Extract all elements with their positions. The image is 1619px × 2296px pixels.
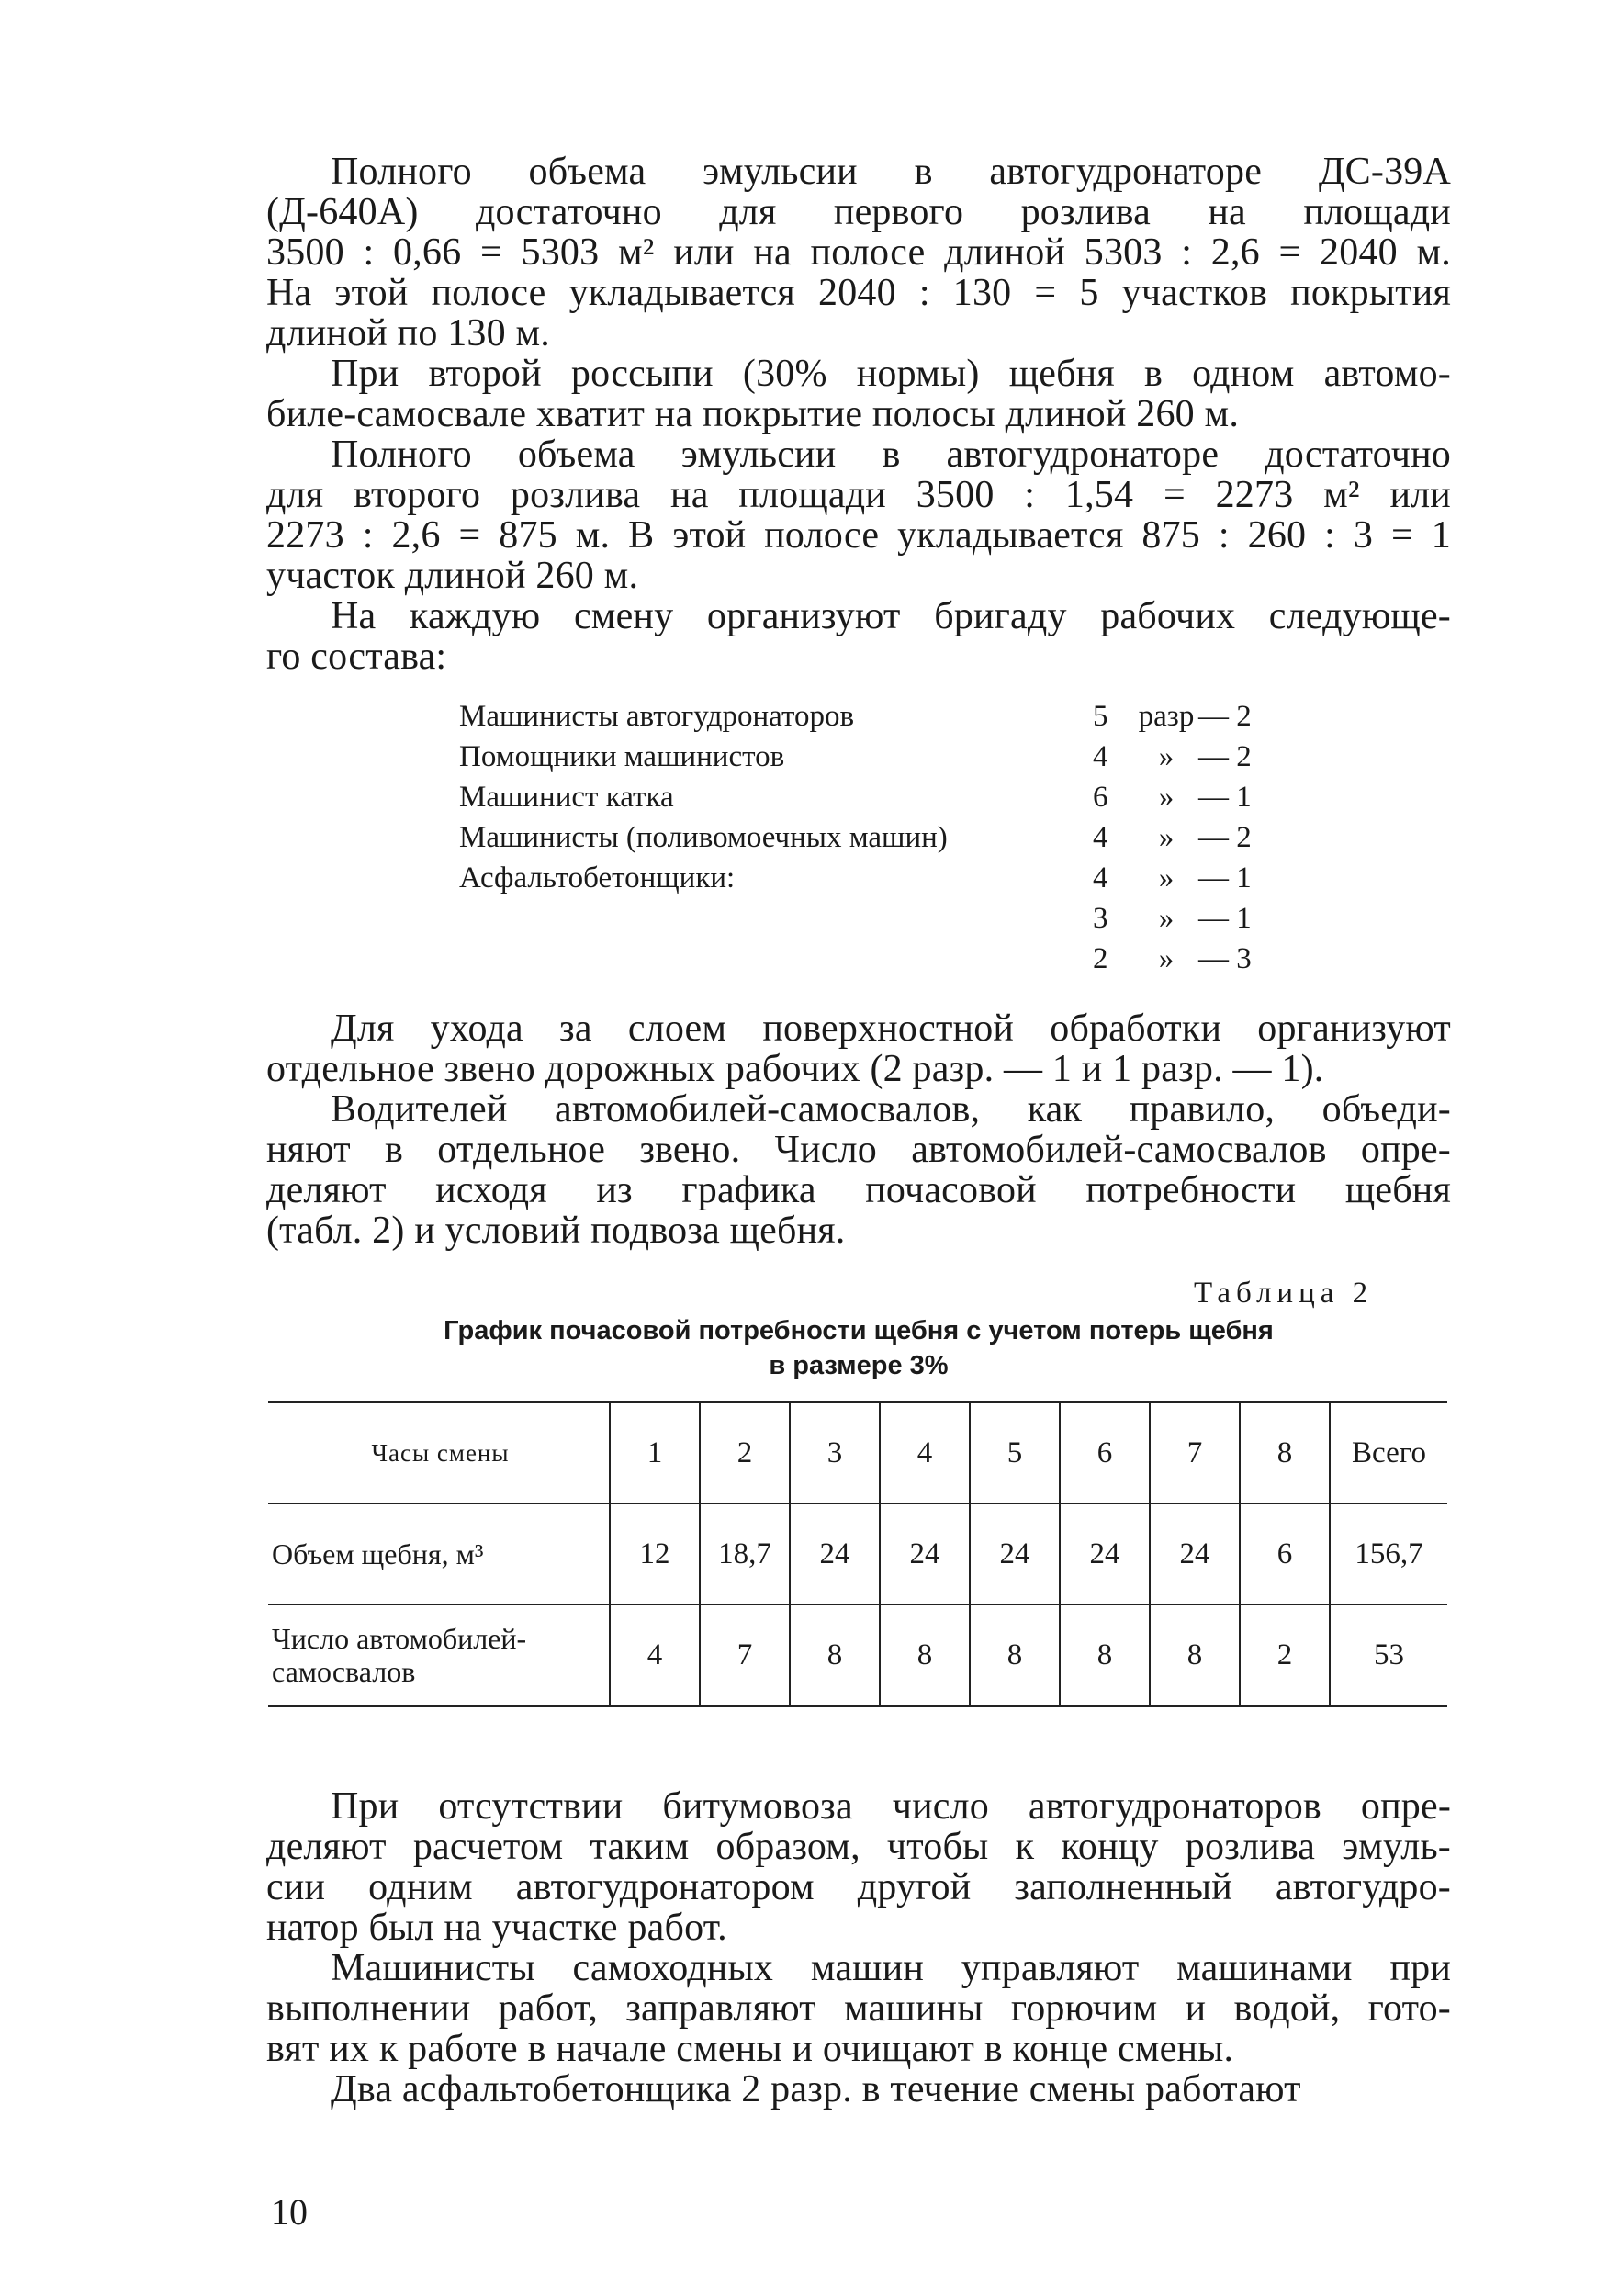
header-cell: 6: [1060, 1402, 1150, 1504]
table-cell: 8: [1060, 1604, 1150, 1706]
data-table: [268, 1401, 1447, 1707]
text-line: При отсутствии битумовоза число автогудронаторов опре-: [331, 1785, 1451, 1828]
text-line: для второго розлива на площади 3500 : 1,54 = 2273 м² или: [266, 474, 1451, 516]
table-header-row: [268, 1402, 1447, 1504]
text-line: деляют исходя из графика почасовой потребности щебня: [266, 1169, 1451, 1211]
crew-role: Машинисты (поливомоечных машин): [459, 821, 948, 854]
crew-unit: »: [1158, 861, 1175, 895]
paragraph: [266, 434, 1451, 596]
text-block-top: [266, 152, 1451, 677]
text-line: Водителей автомобилей-самосвалов, как правило, объеди-: [331, 1088, 1451, 1131]
text-line: биле-самосвале хватит на покрытие полосы длиной 260 м.: [266, 393, 1240, 435]
crew-row: [459, 737, 1267, 777]
crew-row: [459, 696, 1267, 737]
text-line: натор был на участке работ.: [266, 1907, 727, 1949]
table-cell: 4: [610, 1604, 700, 1706]
crew-row: [459, 858, 1267, 898]
crew-grade: 3: [1093, 902, 1108, 935]
table-cell: 8: [880, 1604, 970, 1706]
table-row: [268, 1604, 1447, 1706]
paragraph: [266, 2069, 1451, 2110]
table-cell: 2: [1240, 1604, 1330, 1706]
text-line: 3500 : 0,66 = 5303 м² или на полосе длиной 5303 : 2,6 = 2040 м.: [266, 231, 1451, 274]
table-cell: 8: [790, 1604, 880, 1706]
table-cell: 24: [880, 1503, 970, 1604]
text-block-middle: [266, 1008, 1451, 1251]
text-line: длиной по 130 м.: [266, 312, 551, 355]
table-cell: 156,7: [1330, 1503, 1447, 1604]
crew-row: [459, 898, 1267, 939]
paragraph: [266, 1008, 1451, 1089]
paragraph: [266, 596, 1451, 677]
crew-grade: 4: [1093, 740, 1108, 773]
paragraph: [266, 1948, 1451, 2069]
crew-row: [459, 817, 1267, 858]
header-cell: 7: [1150, 1402, 1240, 1504]
text-line: 2273 : 2,6 = 875 м. В этой полосе укладывается 875 : 260 : 3 = 1: [266, 514, 1451, 557]
crew-unit: »: [1158, 740, 1175, 773]
paragraph: [266, 1089, 1451, 1251]
paragraph: [266, 1786, 1451, 1948]
table-cell: 24: [1150, 1503, 1240, 1604]
text-line: няют в отдельное звено. Число автомобилей-самосвалов опре-: [266, 1129, 1451, 1171]
crew-grade: 4: [1093, 821, 1108, 854]
header-label-cell: [268, 1402, 610, 1504]
crew-count: — 2: [1198, 740, 1252, 773]
table-title: [266, 1313, 1451, 1383]
crew-role: Машинист катка: [459, 781, 674, 814]
crew-unit: »: [1158, 902, 1175, 935]
crew-count: — 1: [1198, 781, 1252, 814]
text-line: (Д-640А) достаточно для первого розлива на площади: [266, 191, 1451, 233]
page-number: 10: [271, 2191, 308, 2233]
crew-unit: »: [1158, 942, 1175, 975]
table-cell: 8: [970, 1604, 1060, 1706]
text-line: отдельное звено дорожных рабочих (2 разр. — 1 и 1 разр. — 1).: [266, 1048, 1324, 1090]
crew-unit: »: [1158, 821, 1175, 854]
text-line: Для ухода за слоем поверхностной обработки организуют: [331, 1007, 1451, 1050]
header-cell: 8: [1240, 1402, 1330, 1504]
crew-grade: 6: [1093, 781, 1108, 814]
text-line: участок длиной 260 м.: [266, 555, 639, 597]
paragraph: [266, 354, 1451, 434]
table-cell: 8: [1150, 1604, 1240, 1706]
text-line: Полного объема эмульсии в автогудронаторе достаточно: [331, 433, 1451, 476]
text-line: При второй россыпи (30% нормы) щебня в одном автомо-: [331, 353, 1451, 395]
crew-count: — 2: [1198, 700, 1252, 733]
header-cell: 3: [790, 1402, 880, 1504]
crew-count: — 1: [1198, 902, 1252, 935]
table-cell: 24: [1060, 1503, 1150, 1604]
crew-unit: разр: [1138, 700, 1195, 733]
header-cell: 2: [700, 1402, 790, 1504]
text-line: вят их к работе в начале смены и очищают в конце смены.: [266, 2028, 1234, 2070]
crew-list: [459, 696, 1267, 979]
crew-count: — 1: [1198, 861, 1252, 895]
crew-role: Машинисты автогудронаторов: [459, 700, 855, 733]
crew-unit: »: [1158, 781, 1175, 814]
paragraph: [266, 152, 1451, 354]
crew-grade: 5: [1093, 700, 1108, 733]
table-cell: 18,7: [700, 1503, 790, 1604]
text-line: выполнении работ, заправляют машины горючим и водой, гото-: [266, 1987, 1451, 2030]
table-cell: 24: [970, 1503, 1060, 1604]
table-cell: 53: [1330, 1604, 1447, 1706]
header-cell: Всего: [1330, 1402, 1447, 1504]
row-label: Число автомобилей-самосвалов: [272, 1622, 527, 1688]
text-block-bottom: [266, 1786, 1451, 2110]
crew-row: [459, 939, 1267, 979]
header-cell: 5: [970, 1402, 1060, 1504]
crew-count: — 3: [1198, 942, 1252, 975]
text-line: го состава:: [266, 636, 447, 678]
text-line: Два асфальтобетонщика 2 разр. в течение смены работают: [331, 2068, 1301, 2110]
table-label: Таблица 2: [1194, 1277, 1374, 1310]
table-cell: 12: [610, 1503, 700, 1604]
text-line: сии одним автогудронатором другой заполненный автогудро-: [266, 1866, 1451, 1908]
table-title-line-1: График почасовой потребности щебня с учетом потерь щебня: [444, 1316, 1274, 1345]
text-line: (табл. 2) и условий подвоза щебня.: [266, 1210, 846, 1252]
crew-grade: 2: [1093, 942, 1108, 975]
text-line: На этой полосе укладывается 2040 : 130 = 5 участков покрытия: [266, 272, 1451, 314]
table-cell: 24: [790, 1503, 880, 1604]
header-label: Часы смены: [371, 1438, 510, 1467]
header-cell: 4: [880, 1402, 970, 1504]
table-cell: 6: [1240, 1503, 1330, 1604]
table-cell: 7: [700, 1604, 790, 1706]
row-label: Объем щебня, м³: [272, 1537, 484, 1570]
text-line: деляют расчетом таким образом, чтобы к концу розлива эмуль-: [266, 1826, 1451, 1868]
crew-count: — 2: [1198, 821, 1252, 854]
text-line: На каждую смену организуют бригаду рабочих следующе-: [331, 595, 1451, 637]
crew-grade: 4: [1093, 861, 1108, 895]
crew-role: Помощники машинистов: [459, 740, 785, 773]
text-line: Машинисты самоходных машин управляют машинами при: [331, 1947, 1451, 1989]
text-line: Полного объема эмульсии в автогудронаторе ДС-39А: [331, 151, 1451, 193]
table-row: [268, 1503, 1447, 1604]
header-cell: 1: [610, 1402, 700, 1504]
crew-row: [459, 777, 1267, 817]
table-title-line-2: в размере 3%: [769, 1351, 949, 1380]
crew-role: Асфальтобетонщики:: [459, 861, 736, 895]
